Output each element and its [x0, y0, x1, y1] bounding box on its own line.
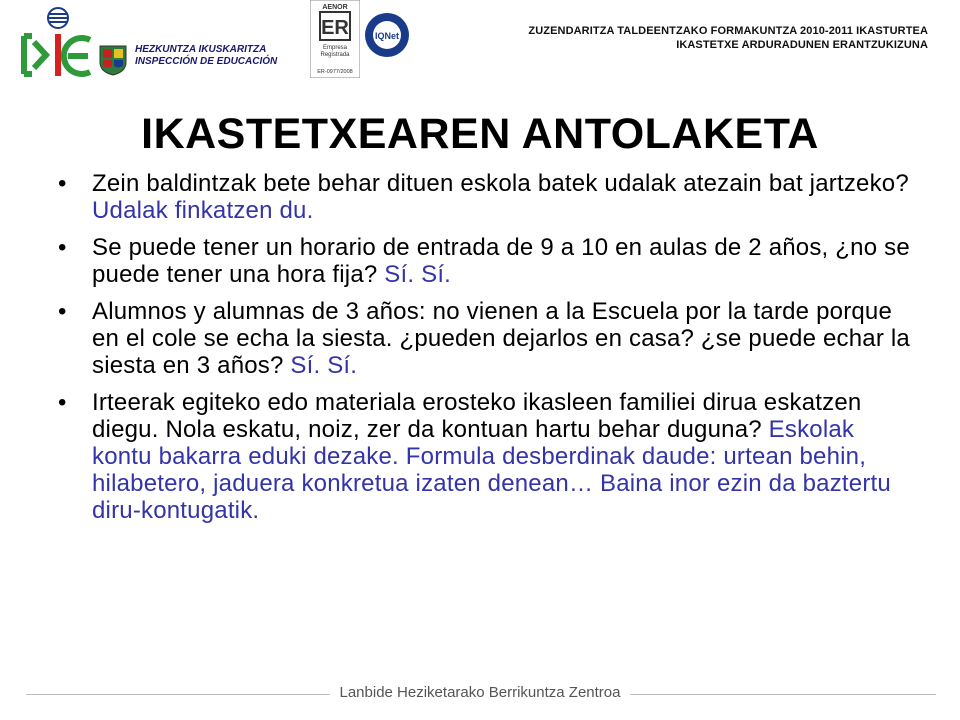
bullet-question: Irteerak egiteko edo materiala erosteko ikasleen familiei dirua eskatzen diegu. Nola eskatu, noiz, zer da kontuan hartu behar duguna? [92, 389, 862, 443]
bullet-question: Zein baldintzak bete behar dituen eskola batek udalak atezain bat jartzeko? [92, 170, 909, 197]
bullet-question: Alumnos y alumnas de 3 años: no vienen a la Escuela por la tarde porque en el cole se echa la siesta. ¿pueden dejarlos en casa? ¿se puede echar la siesta en 3 años? [92, 298, 910, 379]
bullet-item [56, 234, 916, 288]
bullet-item [56, 389, 916, 524]
department-spanish: INSPECCIÓN DE EDUCACIÓN [135, 56, 278, 67]
aenor-code: ER-0977/2008 [317, 69, 353, 75]
basque-government-emblem [98, 44, 128, 76]
aenor-certification-logo [310, 0, 360, 78]
bullet-list [56, 170, 916, 534]
program-line-2: IKASTETXE ARDURADUNEN ERANTZUKIZUNA [676, 39, 928, 51]
bullet-answer: Eskolak kontu bakarra eduki dezake. Formula desberdinak daude: urtean behin, hilabetero, jaduera konkretua izaten denean… Baina inor ezin da baztertu diru-kontugatik. [92, 416, 891, 524]
svg-text:ER: ER [321, 17, 349, 39]
bullet-item [56, 170, 916, 224]
ie-logo [18, 6, 98, 78]
department-name [135, 44, 277, 68]
bullet-marker: • [58, 389, 67, 416]
bullet-item [56, 298, 916, 379]
program-heading [528, 24, 928, 52]
aenor-label: AENOR [322, 4, 348, 11]
iqnet-certification-logo [364, 12, 410, 58]
aenor-caption-line1: Empresa [322, 45, 348, 51]
bullet-answer: Sí. Sí. [384, 261, 452, 288]
department-basque: HEZKUNTZA IKUSKARITZA [135, 44, 267, 55]
bullet-marker: • [58, 234, 67, 261]
slide-title: IKASTETXEAREN ANTOLAKETA [141, 110, 819, 158]
aenor-caption-line2: Registrada [320, 52, 350, 58]
bullet-answer: Udalak finkatzen du. [92, 197, 314, 224]
bullet-marker: • [58, 170, 67, 197]
bullet-question: Se puede tener un horario de entrada de 9 a 10 en aulas de 2 años, ¿no se puede tener una hora fija? [92, 234, 910, 288]
bullet-answer: Sí. Sí. [290, 352, 358, 379]
bullet-marker: • [58, 298, 67, 325]
footer-organization: Lanbide Heziketarako Berrikuntza Zentroa [339, 684, 621, 701]
program-line-1: ZUZENDARITZA TALDEENTZAKO FORMAKUNTZA 2010-2011 IKASTURTEA [528, 25, 928, 37]
iqnet-label: IQNet [374, 31, 400, 41]
